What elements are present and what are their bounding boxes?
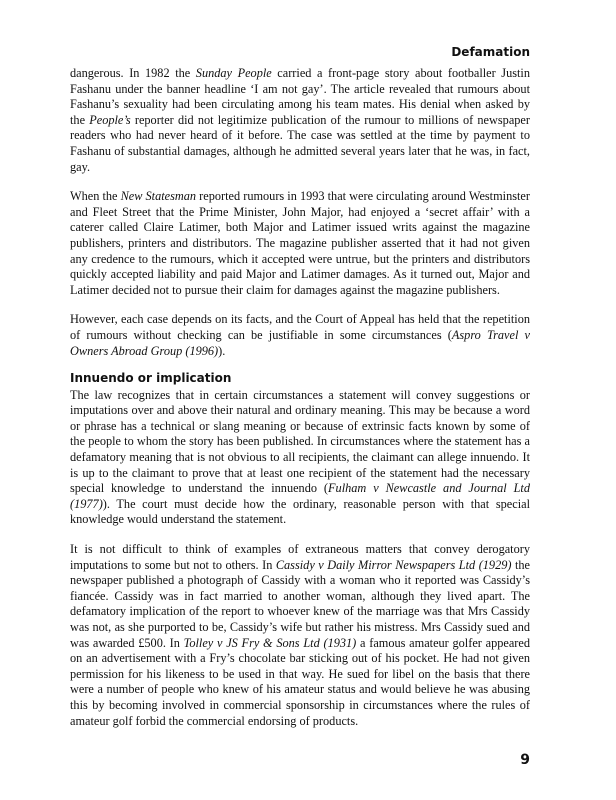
paragraph-examples: [70, 542, 530, 729]
text-run: reported rumours in 1993 that were circulating around Westminster and Fleet Street that the Prime Minister, John Major, had enjoyed a ‘secret affair’ with a caterer called Claire Latimer, both Major and Latimer issued writs against the magazine publishers, printers and distributors. The magazine publisher asserted that it had not given any credence to the rumours, which it accepted were untrue, but the printers and distributors quickly accepted liability and paid Major and Latimer damages. As it turned out, Major and Latimer decided not to pursue their claim for damages against the magazine publishers.: [70, 189, 530, 297]
publication-title: People’s: [89, 112, 131, 127]
publication-title: New Statesman: [120, 189, 197, 204]
paragraph-innuendo: [70, 388, 530, 528]
text-run: dangerous. In 1982 the: [70, 66, 196, 80]
case-citation: Tolley v JS Fry & Sons Ltd (1931): [183, 635, 357, 650]
case-citation: Cassidy v Daily Mirror Newspapers Ltd (1929): [275, 557, 512, 572]
section-heading: Innuendo or implication: [70, 371, 232, 386]
text-run: However, each case depends on its facts, and the Court of Appeal has held that the repetition of rumours without checking can be justifiable in some circumstances (: [70, 312, 530, 342]
publication-title: Sunday People: [195, 66, 272, 80]
text-run: When the: [70, 189, 121, 204]
paragraph-new-statesman: [70, 189, 530, 298]
case-citation: Aspro Travel v Owners Abroad Group (1996): [70, 327, 530, 358]
paragraph-repetition: [70, 312, 530, 359]
body-text: [70, 66, 530, 729]
text-run: ). The court must decide how the ordinary, reasonable person with that special knowledge would understand the statement.: [70, 496, 530, 527]
text-run: The law recognizes that in certain circumstances a statement will convey suggestions or imputations over and above their natural and ordinary meaning. This may be because a word or phrase has a technical or slang meaning or because of extrinsic facts known by some of the people to whom the story has been published. In circumstances where the statement has a defamatory meaning that is not obvious to all recipients, the claimant can allege innuendo. It is up to the claimant to prove that at least one recipient of the statement had the necessary special knowledge to understand the innuendo (: [70, 387, 530, 496]
paragraph-fashanu: [70, 66, 530, 175]
text-run: ).: [218, 343, 226, 358]
page-number: 9: [520, 752, 530, 768]
text-run: the newspaper published a photograph of Cassidy with a woman who it reported was Cassidy’s fiancée. Cassidy was in fact married to another woman, although they lived apart. The defamatory implication of the report to whoever knew of the marriage was that Mrs Cassidy was not, as she purported to be, Cassidy’s wife but rather his mistress. Mrs Cassidy sued and was awarded £500. In: [70, 557, 530, 650]
text-run: reporter did not legitimize publication of the rumour to millions of newspaper readers who had never heard of it before. The case was settled at the time by payment to Fashanu of substantial damages, although he admitted several years later that he was, in fact, gay.: [70, 112, 530, 174]
running-header: Defamation: [451, 45, 530, 59]
text-run: carried a front-page story about footballer Justin Fashanu under the banner headline ‘I am not gay’. The article revealed that rumours about Fashanu’s sexuality had been circulating among his team mates. His denial when asked by the: [70, 66, 530, 127]
case-citation: Fulham v Newcastle and Journal Ltd (1977): [70, 481, 530, 511]
text-run: a famous amateur golfer appeared on an advertisement with a Fry’s chocolate bar sticking out of his pocket. He had not given permission for his likeness to be used in that way. He sued for libel on the basis that there were a number of people who knew of his amateur status and would believe he was abusing this by becoming involved in commercial sponsorship in circumstances where the rules of amateur golf forbid the commercial endorsing of products.: [70, 635, 530, 728]
text-run: It is not difficult to think of examples of extraneous matters that convey derogatory imputations to some but not to others. In: [70, 542, 530, 572]
